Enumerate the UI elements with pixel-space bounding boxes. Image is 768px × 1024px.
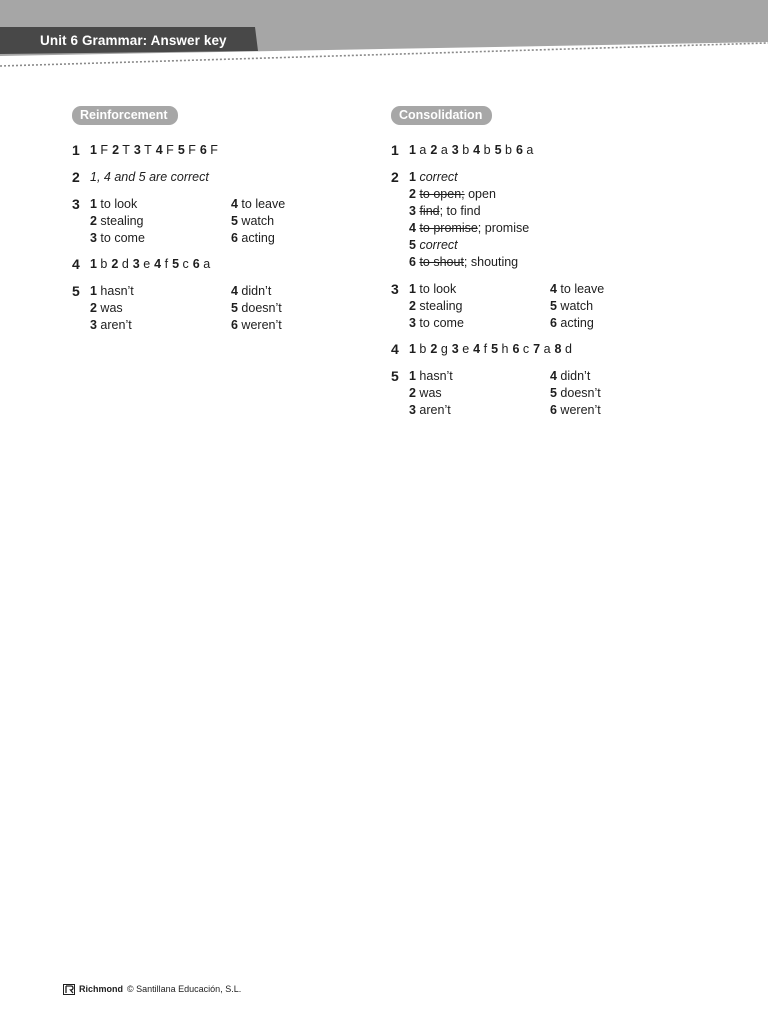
item-number: 1 — [409, 170, 420, 184]
item-number: 3 — [409, 204, 420, 218]
item-number: 1 — [90, 143, 97, 157]
item-number: 4 — [155, 143, 163, 157]
item-answer: watch — [556, 299, 594, 313]
item-number: 7 — [533, 342, 541, 356]
answer-item — [90, 213, 231, 230]
answer-item — [430, 142, 447, 159]
item-number: 4 — [550, 282, 557, 296]
correction-line — [409, 237, 650, 254]
item-answer: f — [480, 342, 488, 356]
item-number: 6 — [192, 257, 200, 271]
answer-item — [409, 385, 550, 402]
item-answer: b — [415, 342, 427, 356]
answer-item — [430, 341, 447, 358]
item-answer: b — [480, 143, 491, 157]
reinforcement-exercise-5 — [72, 283, 331, 334]
item-answer: a — [199, 257, 211, 271]
consolidation-exercise-2 — [391, 169, 650, 271]
answer-item — [112, 142, 130, 159]
answer-item — [409, 142, 426, 159]
reinforcement-exercise-3 — [72, 196, 331, 247]
item-answer: to look — [415, 282, 457, 296]
answer-item — [409, 315, 550, 332]
inline-answers — [90, 142, 331, 159]
reinforcement-heading: Reinforcement — [72, 106, 178, 125]
item-number: 5 — [494, 143, 502, 157]
item-number: 3 — [451, 342, 459, 356]
answer-item — [452, 142, 469, 159]
item-number: 4 — [473, 143, 481, 157]
item-answer: was — [96, 301, 123, 315]
struck-text: to shout — [419, 255, 464, 269]
correction-line — [409, 220, 650, 237]
item-answer: d — [118, 257, 129, 271]
item-number: 2 — [111, 257, 119, 271]
item-number: 6 — [550, 316, 557, 330]
item-answer: b — [458, 143, 470, 157]
item-number: 4 — [231, 197, 238, 211]
answer-item — [550, 298, 650, 315]
answer-item — [231, 317, 331, 334]
reinforcement-section — [72, 106, 331, 334]
answer-item — [231, 230, 331, 247]
item-answer: watch — [237, 214, 275, 228]
answer-item — [231, 196, 331, 213]
item-number: 3 — [90, 318, 97, 332]
answer-item — [231, 283, 331, 300]
correction-list — [409, 169, 650, 271]
item-number: 5 — [550, 299, 557, 313]
item-number: 1 — [90, 257, 97, 271]
answer-item — [178, 142, 196, 159]
answer-item — [90, 196, 231, 213]
item-number: 3 — [451, 143, 459, 157]
answer-grid — [409, 281, 650, 332]
answer-item — [193, 256, 210, 273]
answer-item — [409, 368, 550, 385]
item-number: 5 — [409, 238, 420, 252]
item-answer: correct — [419, 170, 458, 184]
item-number: 2 — [430, 143, 438, 157]
item-number: 2 — [90, 301, 97, 315]
consolidation-exercise-1 — [391, 142, 650, 159]
item-number: 2 — [430, 342, 438, 356]
item-number: 2 — [409, 386, 416, 400]
correction-line — [409, 203, 650, 220]
item-answer: correct — [419, 238, 458, 252]
exercise-number: 1 — [72, 142, 80, 158]
answer-grid — [90, 196, 331, 247]
answer-item — [409, 341, 426, 358]
consolidation-exercise-4 — [391, 341, 650, 358]
item-number: 3 — [132, 257, 140, 271]
struck-text: to open; — [419, 187, 465, 201]
item-answer: to come — [415, 316, 464, 330]
item-answer: didn’t — [556, 369, 591, 383]
consolidation-section — [391, 106, 650, 419]
exercise-number: 4 — [72, 256, 80, 272]
item-number: 2 — [112, 143, 120, 157]
footer-brand: Richmond — [79, 984, 123, 994]
answer-item — [491, 341, 508, 358]
item-number: 6 — [231, 318, 238, 332]
item-number: 5 — [172, 257, 180, 271]
exercise-number: 3 — [391, 281, 399, 297]
correction-line — [409, 169, 650, 186]
footer-copyright: © Santillana Educación, S.L. — [127, 984, 242, 994]
answer-item — [550, 368, 650, 385]
answer-item — [90, 142, 108, 159]
item-number: 2 — [409, 299, 416, 313]
item-answer: doesn’t — [556, 386, 601, 400]
exercise-number: 3 — [72, 196, 80, 212]
item-number: 5 — [550, 386, 557, 400]
item-answer: b — [96, 257, 108, 271]
item-answer: to leave — [556, 282, 605, 296]
correction-line — [409, 186, 650, 203]
item-answer: a — [540, 342, 551, 356]
answer-item — [555, 341, 572, 358]
answer-item — [111, 256, 128, 273]
answer-item — [90, 283, 231, 300]
item-number: 1 — [409, 342, 416, 356]
answer-item — [550, 402, 650, 419]
item-answer: F — [184, 143, 196, 157]
answer-item — [134, 142, 152, 159]
reinforcement-exercise-1 — [72, 142, 331, 159]
answer-item — [533, 341, 550, 358]
item-answer: a — [437, 143, 448, 157]
exercise-number: 5 — [391, 368, 399, 384]
answer-item — [133, 256, 150, 273]
answer-item — [200, 142, 218, 159]
item-number: 3 — [133, 143, 141, 157]
item-answer: acting — [237, 231, 275, 245]
answer-item — [90, 230, 231, 247]
richmond-logo-icon — [63, 984, 75, 995]
inline-answers — [90, 256, 331, 273]
answer-item — [495, 142, 512, 159]
item-answer: to come — [96, 231, 145, 245]
item-answer: f — [161, 257, 169, 271]
item-number: 3 — [409, 316, 416, 330]
exercise-number: 4 — [391, 341, 399, 357]
exercise-number: 5 — [72, 283, 80, 299]
answer-item — [90, 256, 107, 273]
item-answer: to leave — [237, 197, 286, 211]
item-number: 6 — [231, 231, 238, 245]
item-answer: didn’t — [237, 284, 272, 298]
item-answer: weren’t — [237, 318, 282, 332]
answer-item — [154, 256, 168, 273]
item-number: 1 — [90, 197, 97, 211]
item-answer: e — [139, 257, 151, 271]
consolidation-heading: Consolidation — [391, 106, 492, 125]
item-answer: a — [522, 143, 534, 157]
struck-text: to promise — [419, 221, 478, 235]
answer-item — [409, 298, 550, 315]
correction-line — [409, 254, 650, 271]
item-number: 3 — [90, 231, 97, 245]
item-answer: stealing — [415, 299, 463, 313]
item-answer: d — [561, 342, 572, 356]
item-number: 5 — [231, 301, 238, 315]
item-answer: F — [96, 143, 109, 157]
reinforcement-exercise-4 — [72, 256, 331, 273]
answer-grid — [90, 283, 331, 334]
exercise-number: 2 — [391, 169, 399, 185]
item-answer: T — [140, 143, 152, 157]
item-answer: b — [501, 143, 512, 157]
answer-item — [473, 341, 487, 358]
item-answer: weren’t — [556, 403, 601, 417]
answer-item — [550, 385, 650, 402]
item-answer: F — [206, 143, 218, 157]
item-number: 2 — [409, 187, 420, 201]
page-title: Unit 6 Grammar: Answer key — [40, 33, 227, 48]
item-number: 5 — [231, 214, 238, 228]
answer-item — [550, 281, 650, 298]
reinforcement-exercise-2 — [72, 169, 331, 186]
item-number: 6 — [512, 342, 520, 356]
item-answer: h — [498, 342, 509, 356]
answer-item — [90, 317, 231, 334]
item-number: 6 — [199, 143, 207, 157]
item-number: 8 — [554, 342, 562, 356]
answer-grid — [409, 368, 650, 419]
item-answer: ; to find — [439, 204, 481, 218]
item-number: 1 — [90, 284, 97, 298]
item-answer: T — [119, 143, 130, 157]
consolidation-exercise-5 — [391, 368, 650, 419]
item-answer: to look — [96, 197, 138, 211]
answer-item — [231, 300, 331, 317]
item-answer: hasn’t — [415, 369, 453, 383]
exercise-number: 2 — [72, 169, 80, 185]
consolidation-exercise-3 — [391, 281, 650, 332]
item-number: 4 — [550, 369, 557, 383]
item-answer: hasn’t — [96, 284, 134, 298]
item-number: 4 — [154, 257, 162, 271]
item-answer: acting — [556, 316, 594, 330]
item-number: 5 — [177, 143, 185, 157]
item-answer: c — [179, 257, 189, 271]
item-number: 1 — [409, 143, 416, 157]
item-answer: stealing — [96, 214, 144, 228]
footer — [63, 983, 241, 996]
item-answer: ; shouting — [463, 255, 519, 269]
exercise-number: 1 — [391, 142, 399, 158]
item-number: 3 — [409, 403, 416, 417]
answer-item — [473, 142, 490, 159]
struck-text: find — [419, 204, 440, 218]
item-number: 2 — [90, 214, 97, 228]
item-answer: open — [464, 187, 496, 201]
item-answer: ; promise — [477, 221, 530, 235]
answer-item — [172, 256, 189, 273]
inline-answers — [409, 142, 650, 159]
item-answer: a — [415, 143, 427, 157]
item-answer: c — [519, 342, 530, 356]
item-number: 6 — [550, 403, 557, 417]
item-number: 1 — [409, 282, 416, 296]
answer-item — [452, 341, 469, 358]
item-answer: aren’t — [415, 403, 451, 417]
answer-item — [90, 300, 231, 317]
item-answer: F — [162, 143, 174, 157]
item-number: 4 — [409, 221, 420, 235]
answer-item — [231, 213, 331, 230]
item-answer: g — [437, 342, 448, 356]
answer-text: 1, 4 and 5 are correct — [90, 170, 209, 184]
answer-item — [550, 315, 650, 332]
item-number: 4 — [231, 284, 238, 298]
item-answer: aren’t — [96, 318, 132, 332]
answer-item — [409, 281, 550, 298]
item-number: 1 — [409, 369, 416, 383]
item-number: 5 — [491, 342, 499, 356]
item-number: 6 — [409, 255, 420, 269]
item-answer: doesn’t — [237, 301, 282, 315]
answer-item — [512, 341, 529, 358]
inline-answers — [409, 341, 650, 358]
answer-item — [516, 142, 533, 159]
item-answer: e — [458, 342, 470, 356]
item-number: 6 — [515, 143, 523, 157]
item-number: 4 — [473, 342, 481, 356]
answer-item — [409, 402, 550, 419]
answer-item — [156, 142, 174, 159]
item-answer: was — [415, 386, 442, 400]
